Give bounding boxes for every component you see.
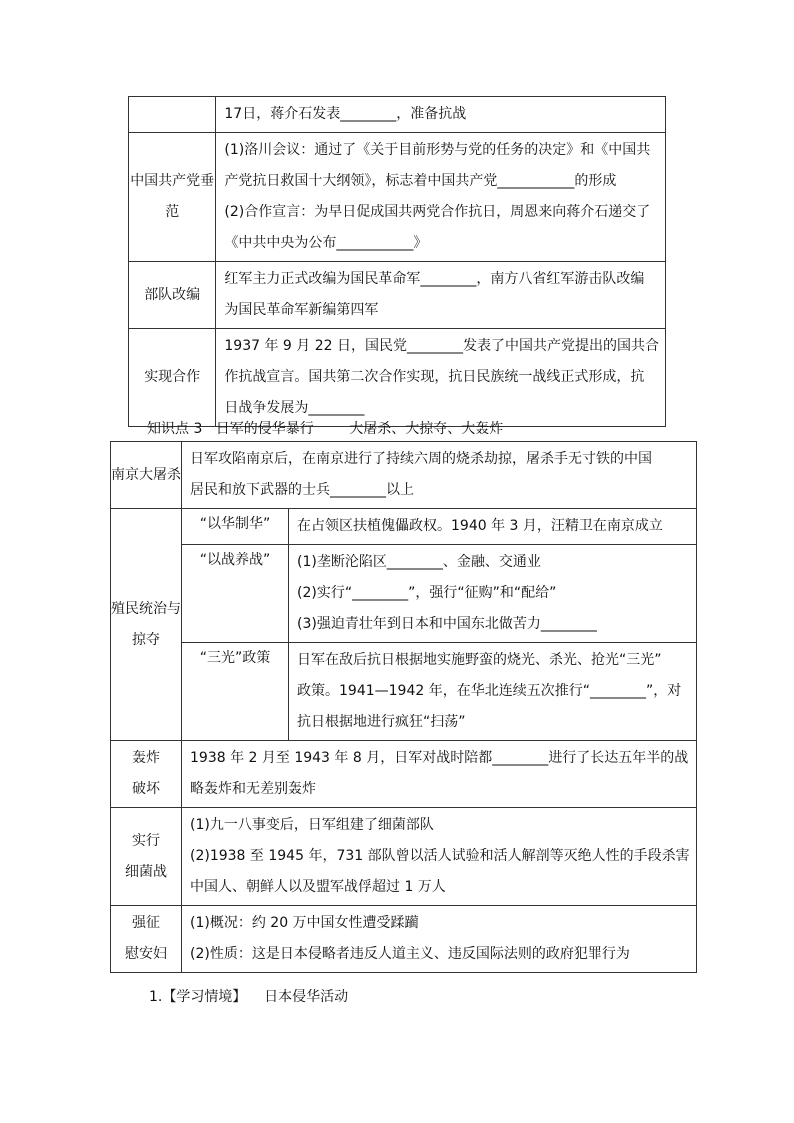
table-row xyxy=(111,643,697,741)
content-line: 略轰炸和无差别轰炸 xyxy=(190,781,316,797)
content-line: (2)性质：这是日本侵略者违反人道主义、违反国际法则的政府犯罪行为 xyxy=(190,946,630,962)
table-row xyxy=(111,509,697,545)
table-row xyxy=(111,808,697,906)
content-line: 1937 年 9 月 22 日，国民党________发表了中国共产党提出的国共合 xyxy=(224,338,659,354)
row-label: 南京大屠杀 xyxy=(111,442,182,509)
label-line: 强征 xyxy=(132,915,160,931)
label-text: 中国共产党垂范 xyxy=(130,173,215,220)
row-label xyxy=(111,741,182,808)
row-content xyxy=(182,442,697,509)
table-row xyxy=(129,329,666,427)
label-line: 轰炸 xyxy=(132,750,160,766)
content-line: 在占领区扶植傀儡政权。1940 年 3 月，汪精卫在南京成立 xyxy=(297,518,663,534)
content-line: 《中共中央为公布___________》 xyxy=(224,235,428,251)
row-content xyxy=(289,545,697,643)
content-line: 产党抗日救国十大纲领》，标志着中国共产党___________的形成 xyxy=(224,173,617,189)
knowledge-point-heading: 知识点 3 日军的侵华暴行 大屠杀、大掠夺、大轰炸 xyxy=(147,421,504,437)
row-label xyxy=(111,906,182,973)
table-row xyxy=(111,442,697,509)
content-line: (2)1938 至 1945 年，731 部队曾以活人试验和活人解剖等灭绝人性的手段杀害 xyxy=(190,848,690,864)
content-line: 中国人、朝鲜人以及盟军战俘超过 1 万人 xyxy=(190,879,446,895)
content-line: (1)概况：约 20 万中国女性遭受蹂躏 xyxy=(190,915,419,931)
label-line: 掠夺 xyxy=(132,631,160,648)
content-line: 为国民革命军新编第四军 xyxy=(224,302,379,318)
row-label: 实现合作 xyxy=(129,329,216,427)
table-row xyxy=(111,741,697,808)
row-label xyxy=(111,509,182,741)
japanese-atrocities-table xyxy=(110,441,697,973)
content-line: 日军在敌后抗日根据地实施野蛮的烧光、杀光、抢光“三光” xyxy=(297,652,662,668)
content-line: (1)垄断沦陷区________、金融、交通业 xyxy=(297,554,541,570)
row-content xyxy=(289,509,697,545)
row-content xyxy=(216,262,666,329)
table-row xyxy=(111,545,697,643)
row-label xyxy=(111,808,182,906)
content-line: (2)合作宣言：为早日促成国共两党合作抗日，周恩来向蒋介石递交了 xyxy=(224,204,651,220)
content-line: 作抗战宣言。国共第二次合作实现，抗日民族统一战线正式形成，抗 xyxy=(224,369,645,385)
content-line: (2)实行“________”，强行“征购”和“配给” xyxy=(297,585,557,601)
row-label xyxy=(129,133,216,262)
content-line: (1)洛川会议：通过了《关于目前形势与党的任务的决定》和《中国共 xyxy=(224,142,651,158)
table-row xyxy=(129,97,666,133)
row-content xyxy=(182,808,697,906)
content-line: 红军主力正式改编为国民革命军________，南方八省红军游击队改编 xyxy=(224,271,645,287)
label-line: 破坏 xyxy=(132,781,160,797)
content-line: 17日，蒋介石发表________，准备抗战 xyxy=(224,106,467,122)
learning-context-heading: 1.【学习情境】 日本侵华活动 xyxy=(149,989,349,1005)
row-content xyxy=(216,133,666,262)
content-line: 日战争发展为________ xyxy=(224,400,365,416)
content-line: (3)强迫青壮年到日本和中国东北做苦力________ xyxy=(297,616,597,632)
label-line: 殖民统治与 xyxy=(111,600,181,617)
table-row xyxy=(129,133,666,262)
row-content xyxy=(216,329,666,427)
row-label xyxy=(129,97,216,133)
content-line: (1)九一八事变后，日军组建了细菌部队 xyxy=(190,817,434,833)
row-content xyxy=(182,906,697,973)
row-label: 部队改编 xyxy=(129,262,216,329)
label-line: 实行 xyxy=(132,832,160,849)
content-line: 1938 年 2 月至 1943 年 8 月，日军对战时陪都________进行了长达五年半的战 xyxy=(190,750,689,766)
sub-label: “三光”政策 xyxy=(182,643,289,741)
label-line: 慰安妇 xyxy=(125,946,167,962)
kmt-cpc-cooperation-table xyxy=(128,96,666,427)
row-content xyxy=(289,643,697,741)
row-content xyxy=(182,741,697,808)
content-line: 抗日根据地进行疯狂“扫荡” xyxy=(297,714,466,730)
table-row xyxy=(111,906,697,973)
row-content xyxy=(216,97,666,133)
table-row xyxy=(129,262,666,329)
sub-label: “以战养战” xyxy=(182,545,289,643)
content-line: 日军攻陷南京后，在南京进行了持续六周的烧杀劫掠，屠杀手无寸铁的中国 xyxy=(190,451,652,467)
sub-label: “以华制华” xyxy=(182,509,289,545)
label-line: 细菌战 xyxy=(125,863,167,880)
content-line: 政策。1941—1942 年，在华北连续五次推行“________”，对 xyxy=(297,683,682,699)
content-line: 居民和放下武器的士兵________以上 xyxy=(190,482,414,498)
